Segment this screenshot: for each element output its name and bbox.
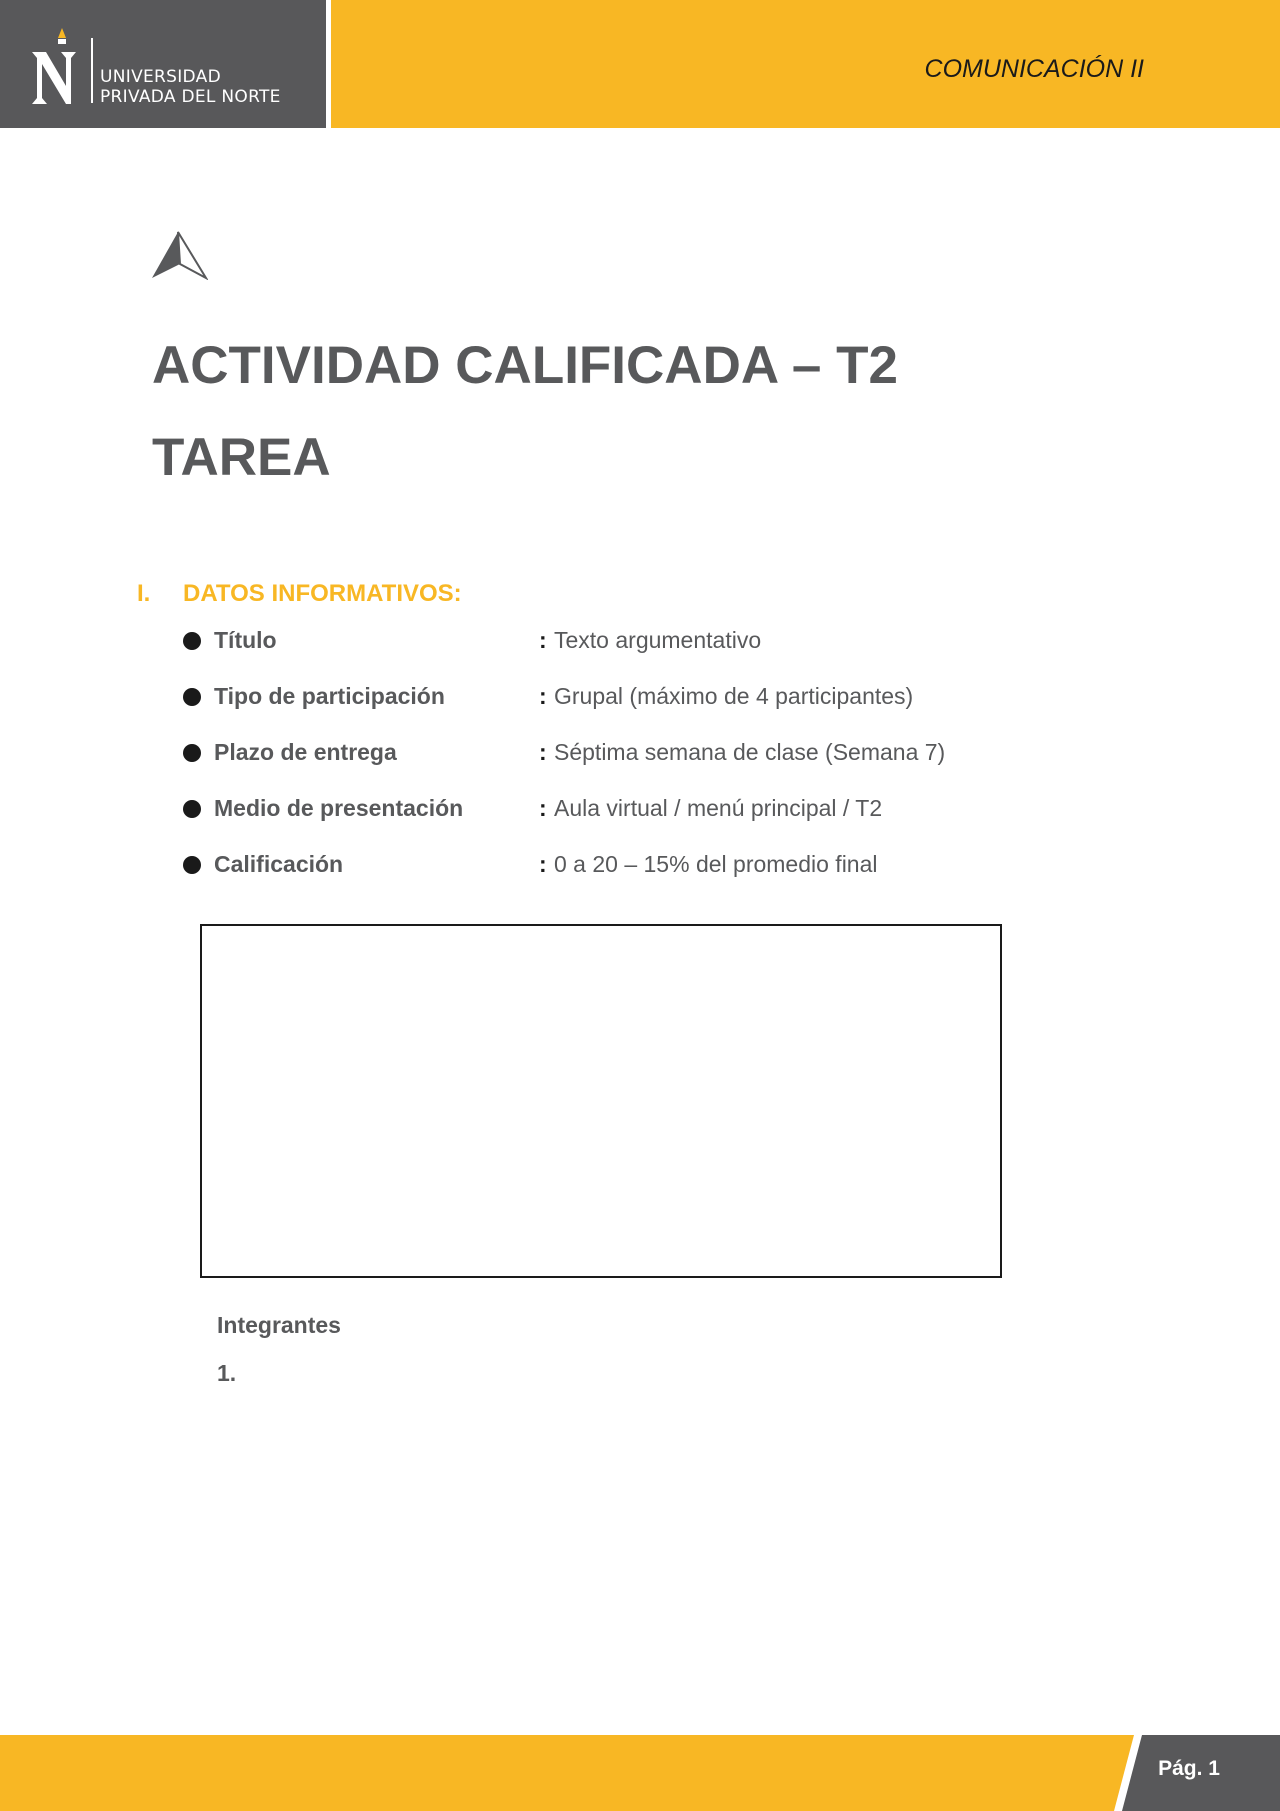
bullet-icon bbox=[183, 744, 201, 762]
info-value: Aula virtual / menú principal / T2 bbox=[554, 795, 883, 821]
university-logo bbox=[0, 0, 326, 128]
bullet-icon bbox=[183, 632, 201, 650]
info-separator: : bbox=[539, 795, 547, 821]
document-title bbox=[152, 320, 898, 504]
section-heading bbox=[137, 580, 462, 608]
info-value: Séptima semana de clase (Semana 7) bbox=[554, 739, 946, 765]
info-value: Texto argumentativo bbox=[554, 627, 762, 653]
bullet-icon bbox=[183, 856, 201, 874]
members-list-item: 1. bbox=[217, 1360, 237, 1386]
upn-n-logo-icon bbox=[28, 28, 84, 108]
blank-content-box bbox=[200, 924, 1002, 1278]
info-value: 0 a 20 – 15% del promedio final bbox=[554, 851, 878, 877]
title-line-1: ACTIVIDAD CALIFICADA – T2 bbox=[152, 336, 898, 395]
logo-divider bbox=[91, 38, 93, 103]
page-number: Pág. 1 bbox=[1158, 1757, 1220, 1780]
course-title: COMUNICACIÓN II bbox=[924, 55, 1144, 83]
footer-bar bbox=[0, 1735, 1280, 1811]
info-separator: : bbox=[539, 739, 547, 765]
logo-text bbox=[100, 67, 281, 107]
navigation-arrow-icon bbox=[150, 230, 208, 280]
section-title: DATOS INFORMATIVOS: bbox=[183, 580, 462, 607]
page-header bbox=[0, 0, 1280, 128]
title-line-2: TAREA bbox=[152, 428, 331, 487]
logo-line-2: PRIVADA DEL NORTE bbox=[100, 87, 281, 107]
bullet-icon bbox=[183, 688, 201, 706]
info-label: Medio de presentación bbox=[214, 795, 464, 821]
info-label: Título bbox=[214, 627, 277, 653]
info-label: Calificación bbox=[214, 851, 344, 877]
info-value: Grupal (máximo de 4 participantes) bbox=[554, 683, 914, 709]
info-separator: : bbox=[539, 683, 547, 709]
bullet-icon bbox=[183, 800, 201, 818]
info-separator: : bbox=[539, 851, 547, 877]
section-number: I. bbox=[137, 580, 151, 607]
info-label: Tipo de participación bbox=[214, 683, 445, 709]
logo-line-1: UNIVERSIDAD bbox=[100, 67, 221, 87]
page-footer bbox=[0, 1735, 1280, 1811]
info-separator: : bbox=[539, 627, 547, 653]
info-label: Plazo de entrega bbox=[214, 739, 397, 765]
members-heading: Integrantes bbox=[217, 1312, 341, 1338]
